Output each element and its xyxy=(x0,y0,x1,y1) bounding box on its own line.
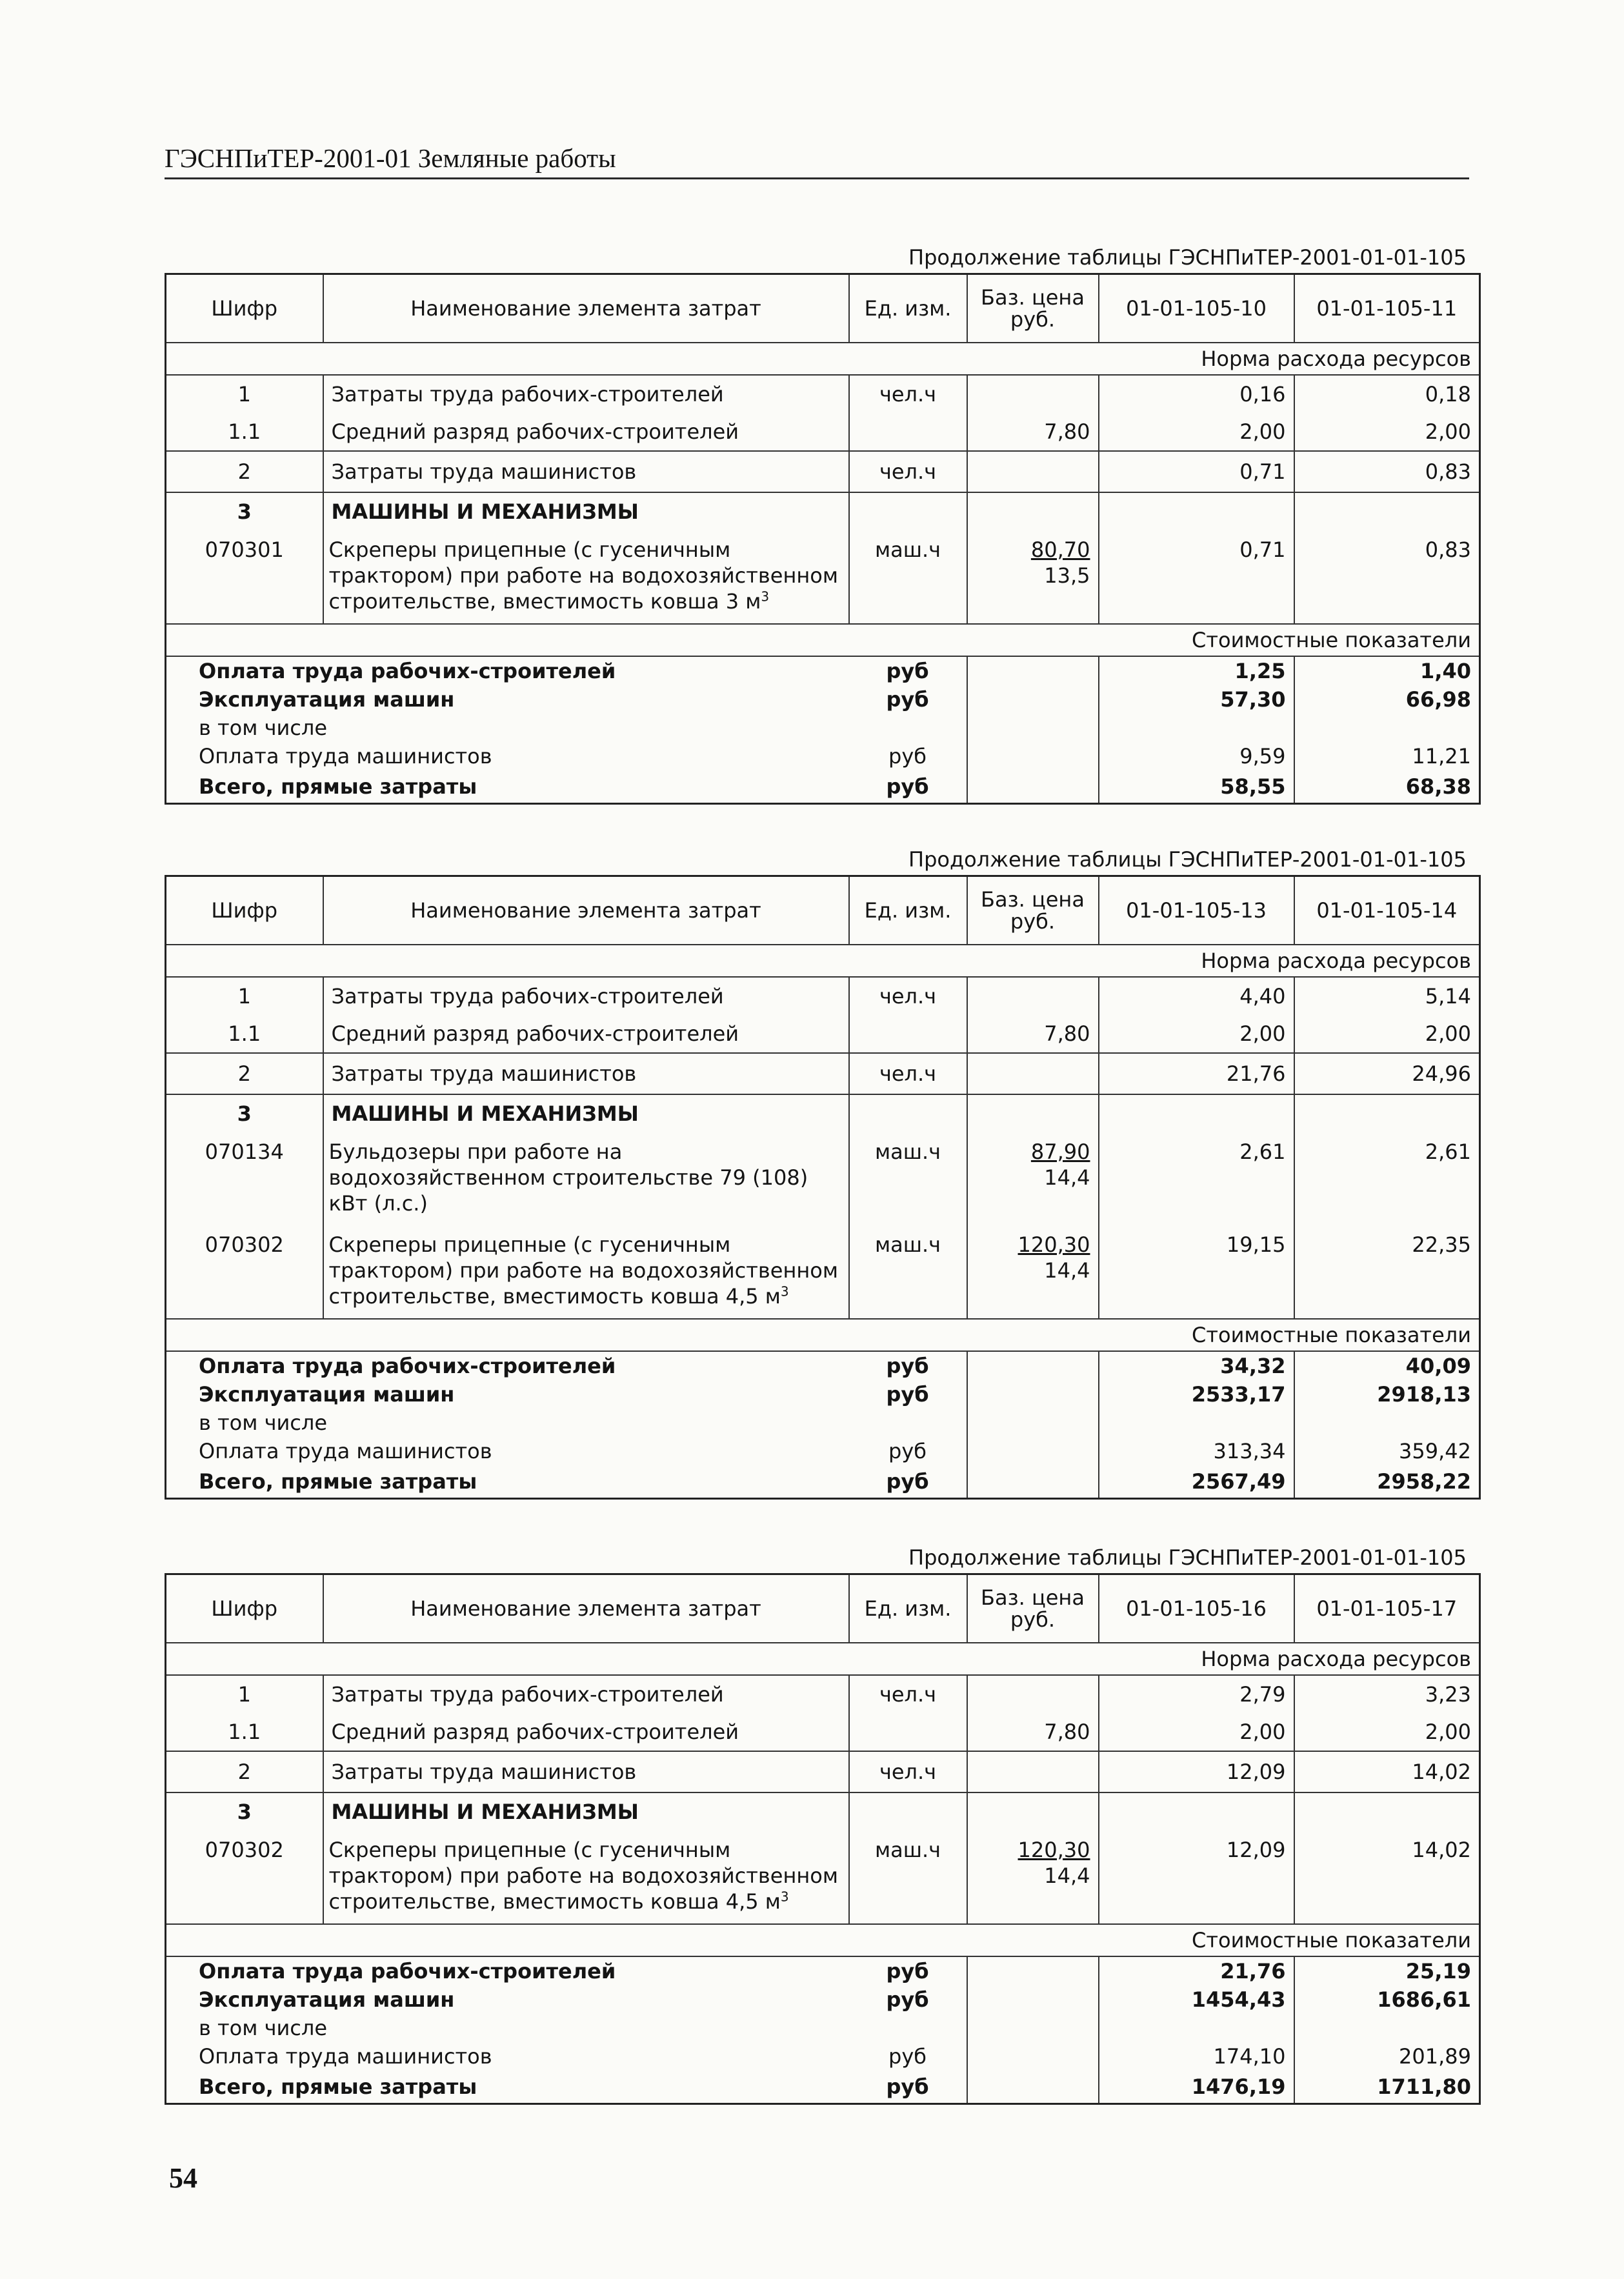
norm-banner-row xyxy=(166,343,1480,375)
summary-value-2 xyxy=(1294,1409,1480,1437)
table-caption: Продолжение таблицы ГЭСНПиТЕР-2001-01-01-105 xyxy=(908,1545,1467,1570)
row-value-1: 2,00 xyxy=(1099,413,1294,451)
summary-row xyxy=(166,2071,1480,2104)
summary-price xyxy=(967,1437,1099,1465)
summary-value-1: 2533,17 xyxy=(1099,1380,1294,1409)
row-unit xyxy=(849,413,967,451)
summary-row xyxy=(166,742,1480,770)
row-value-1: 12,09 xyxy=(1099,1751,1294,1792)
machine-price-sub: 14,4 xyxy=(1044,1258,1090,1283)
norm-banner: Норма расхода ресурсов xyxy=(166,1643,1480,1675)
row-name: Затраты труда рабочих-строителей xyxy=(323,375,849,413)
row-value-1: 4,40 xyxy=(1099,977,1294,1015)
machine-row xyxy=(166,530,1480,624)
summary-row xyxy=(166,656,1480,685)
summary-value-2: 66,98 xyxy=(1405,687,1471,712)
row-name: МАШИНЫ И МЕХАНИЗМЫ xyxy=(323,492,849,530)
header-price-line1: Баз. цена xyxy=(981,887,1085,912)
summary-price xyxy=(967,685,1099,714)
table-row xyxy=(166,1675,1480,1713)
table-row xyxy=(166,1792,1480,1831)
machine-price-main: 120,30 xyxy=(1018,1838,1090,1862)
summary-unit: руб xyxy=(849,1985,967,2014)
cost-banner: Стоимостные показатели xyxy=(166,1924,1480,1956)
machine-code: 070302 xyxy=(166,1225,323,1319)
row-name: Средний разряд рабочих-строителей xyxy=(323,1015,849,1053)
summary-value-2 xyxy=(1294,2014,1480,2042)
row-name: Затраты труда машинистов xyxy=(323,1053,849,1094)
row-code: 3 xyxy=(166,1792,323,1831)
row-name: Затраты труда рабочих-строителей xyxy=(323,1675,849,1713)
row-code: 1.1 xyxy=(166,1015,323,1053)
summary-name: в том числе xyxy=(199,1411,327,1435)
summary-price xyxy=(967,1409,1099,1437)
row-name: Средний разряд рабочих-строителей xyxy=(323,413,849,451)
summary-value-1: 1454,43 xyxy=(1099,1985,1294,2014)
summary-unit xyxy=(849,2014,967,2042)
machine-row xyxy=(166,1225,1480,1319)
row-value-1 xyxy=(1099,1792,1294,1831)
resource-table xyxy=(165,273,1481,805)
resource-table xyxy=(165,1573,1481,2105)
summary-value-1: 21,76 xyxy=(1099,1956,1294,1985)
summary-row xyxy=(166,1465,1480,1499)
header-price-line1: Баз. цена xyxy=(981,285,1085,310)
row-value-2: 5,14 xyxy=(1425,984,1471,1009)
resource-table-block xyxy=(165,844,1469,1500)
table-row xyxy=(166,1094,1480,1132)
header-unit: Ед. изм. xyxy=(849,876,967,945)
summary-name: Оплата труда машинистов xyxy=(199,1439,492,1463)
cost-banner: Стоимостные показатели xyxy=(166,624,1480,656)
row-price xyxy=(967,375,1099,413)
page-header xyxy=(165,139,1469,179)
machine-price-main: 120,30 xyxy=(1018,1232,1090,1257)
table-caption: Продолжение таблицы ГЭСНПиТЕР-2001-01-01-105 xyxy=(908,245,1467,270)
machine-unit: маш.ч xyxy=(849,530,967,624)
row-value-1: 0,16 xyxy=(1099,375,1294,413)
page-header-title: ГЭСНПиТЕР-2001-01 Земляные работы xyxy=(165,143,616,173)
summary-price xyxy=(967,1465,1099,1499)
header-col2: 01-01-105-14 xyxy=(1294,876,1480,945)
machine-price xyxy=(967,530,1099,624)
summary-value-1: 1,25 xyxy=(1099,656,1294,685)
summary-row xyxy=(166,1409,1480,1437)
row-name: МАШИНЫ И МЕХАНИЗМЫ xyxy=(323,1094,849,1132)
table-row xyxy=(166,451,1480,492)
summary-price xyxy=(967,2071,1099,2104)
summary-value-2 xyxy=(1294,714,1480,742)
table-header-row xyxy=(166,274,1480,343)
cost-banner-row xyxy=(166,624,1480,656)
summary-unit: руб xyxy=(849,1465,967,1499)
row-unit xyxy=(849,1094,967,1132)
header-price-line2: руб. xyxy=(1010,1607,1056,1632)
row-price xyxy=(967,451,1099,492)
row-price xyxy=(967,1675,1099,1713)
row-price xyxy=(967,1053,1099,1094)
row-value-2: 2,00 xyxy=(1425,1021,1471,1046)
summary-value-1: 313,34 xyxy=(1099,1437,1294,1465)
header-code: Шифр xyxy=(166,1574,323,1643)
summary-value-2: 1686,61 xyxy=(1377,1987,1471,2012)
row-price: 7,80 xyxy=(967,413,1099,451)
row-price xyxy=(967,1792,1099,1831)
summary-value-1: 174,10 xyxy=(1099,2042,1294,2071)
row-code: 3 xyxy=(166,1094,323,1132)
header-col2: 01-01-105-17 xyxy=(1294,1574,1480,1643)
row-code: 2 xyxy=(166,451,323,492)
summary-unit: руб xyxy=(849,685,967,714)
summary-row xyxy=(166,2014,1480,2042)
row-name: Затраты труда машинистов xyxy=(323,1751,849,1792)
table-row xyxy=(166,375,1480,413)
row-code: 1.1 xyxy=(166,1713,323,1751)
summary-name: Оплата труда машинистов xyxy=(199,2044,492,2069)
row-code: 1.1 xyxy=(166,413,323,451)
summary-value-2: 359,42 xyxy=(1399,1439,1471,1463)
row-value-2 xyxy=(1294,1792,1480,1831)
table-row xyxy=(166,1751,1480,1792)
summary-price xyxy=(967,1985,1099,2014)
row-value-2: 0,18 xyxy=(1425,382,1471,407)
summary-price xyxy=(967,1351,1099,1380)
norm-banner-row xyxy=(166,945,1480,977)
machine-unit: маш.ч xyxy=(849,1132,967,1225)
row-price: 7,80 xyxy=(967,1713,1099,1751)
summary-unit: руб xyxy=(849,1351,967,1380)
summary-value-1: 58,55 xyxy=(1099,770,1294,804)
summary-name: Всего, прямые затраты xyxy=(199,774,477,799)
row-code: 1 xyxy=(166,1675,323,1713)
row-price xyxy=(967,1751,1099,1792)
summary-value-2: 1,40 xyxy=(1420,659,1471,683)
row-code: 2 xyxy=(166,1053,323,1094)
summary-unit: руб xyxy=(849,742,967,770)
summary-value-1: 57,30 xyxy=(1099,685,1294,714)
machine-name-superscript: 3 xyxy=(761,588,770,605)
summary-row xyxy=(166,685,1480,714)
summary-name: Оплата труда рабочих-строителей xyxy=(199,1959,616,1983)
table-header-row xyxy=(166,1574,1480,1643)
header-price xyxy=(967,274,1099,343)
summary-name: Всего, прямые затраты xyxy=(199,2074,477,2099)
machine-price-main: 87,90 xyxy=(1030,1140,1090,1164)
row-code: 1 xyxy=(166,977,323,1015)
row-value-2: 2,00 xyxy=(1425,419,1471,444)
summary-row xyxy=(166,1380,1480,1409)
summary-name: в том числе xyxy=(199,2016,327,2040)
machine-price xyxy=(967,1831,1099,1924)
summary-price xyxy=(967,1380,1099,1409)
row-value-1: 2,00 xyxy=(1099,1713,1294,1751)
machine-price-sub: 13,5 xyxy=(1044,563,1090,588)
header-unit: Ед. изм. xyxy=(849,1574,967,1643)
machine-value-2: 2,61 xyxy=(1425,1140,1471,1164)
header-price-line2: руб. xyxy=(1010,307,1056,332)
table-header-row xyxy=(166,876,1480,945)
cost-banner: Стоимостные показатели xyxy=(166,1319,1480,1351)
row-value-1: 0,71 xyxy=(1099,451,1294,492)
row-name: Затраты труда машинистов xyxy=(323,451,849,492)
summary-value-2: 25,19 xyxy=(1405,1959,1471,1983)
machine-row xyxy=(166,1132,1480,1225)
summary-price xyxy=(967,742,1099,770)
machine-price-main: 80,70 xyxy=(1030,537,1090,562)
row-value-1: 2,00 xyxy=(1099,1015,1294,1053)
summary-value-1 xyxy=(1099,2014,1294,2042)
machine-code: 070301 xyxy=(166,530,323,624)
machine-name xyxy=(323,530,849,624)
table-row xyxy=(166,1015,1480,1053)
summary-value-1: 1476,19 xyxy=(1099,2071,1294,2104)
row-unit: чел.ч xyxy=(849,977,967,1015)
row-code: 2 xyxy=(166,1751,323,1792)
machine-unit: маш.ч xyxy=(849,1225,967,1319)
machine-value-1: 12,09 xyxy=(1099,1831,1294,1924)
summary-unit xyxy=(849,714,967,742)
summary-value-2: 2958,22 xyxy=(1377,1469,1471,1494)
table-row xyxy=(166,1713,1480,1751)
header-name: Наименование элемента затрат xyxy=(323,876,849,945)
summary-value-2: 2918,13 xyxy=(1377,1382,1471,1407)
row-unit xyxy=(849,1015,967,1053)
summary-price xyxy=(967,1956,1099,1985)
machine-code: 070302 xyxy=(166,1831,323,1924)
summary-row xyxy=(166,2042,1480,2071)
row-unit: чел.ч xyxy=(849,1053,967,1094)
summary-price xyxy=(967,770,1099,804)
summary-price xyxy=(967,656,1099,685)
machine-value-1: 2,61 xyxy=(1099,1132,1294,1225)
machine-code: 070134 xyxy=(166,1132,323,1225)
summary-row xyxy=(166,1956,1480,1985)
summary-name: в том числе xyxy=(199,716,327,740)
norm-banner: Норма расхода ресурсов xyxy=(166,343,1480,375)
row-unit: чел.ч xyxy=(849,451,967,492)
machine-value-2: 0,83 xyxy=(1425,537,1471,562)
resource-table-block xyxy=(165,242,1469,805)
row-value-1: 21,76 xyxy=(1099,1053,1294,1094)
machine-name xyxy=(323,1132,849,1225)
summary-name: Всего, прямые затраты xyxy=(199,1469,477,1494)
summary-value-2: 68,38 xyxy=(1405,774,1471,799)
summary-row xyxy=(166,1351,1480,1380)
machine-name-text: Скреперы прицепные (с гусеничным трактором) при работе на водохозяйственном строительстве, вместимость ковша 4,5 м xyxy=(328,1232,838,1309)
row-value-2: 24,96 xyxy=(1294,1053,1480,1094)
machine-price-sub: 14,4 xyxy=(1044,1165,1090,1190)
summary-unit: руб xyxy=(849,656,967,685)
machine-value-2: 22,35 xyxy=(1412,1232,1471,1257)
machine-price-sub: 14,4 xyxy=(1044,1863,1090,1888)
header-col2: 01-01-105-11 xyxy=(1294,274,1480,343)
machine-name-text: Скреперы прицепные (с гусеничным трактором) при работе на водохозяйственном строительстве, вместимость ковша 4,5 м xyxy=(328,1838,838,1914)
table-row xyxy=(166,492,1480,530)
summary-value-2: 11,21 xyxy=(1412,744,1471,768)
summary-row xyxy=(166,714,1480,742)
machine-price xyxy=(967,1225,1099,1319)
row-value-2: 2,00 xyxy=(1425,1720,1471,1744)
row-price xyxy=(967,1094,1099,1132)
norm-banner-row xyxy=(166,1643,1480,1675)
cost-banner-row xyxy=(166,1924,1480,1956)
row-value-1: 2,79 xyxy=(1099,1675,1294,1713)
machine-row xyxy=(166,1831,1480,1924)
summary-value-1: 34,32 xyxy=(1099,1351,1294,1380)
header-col1: 01-01-105-10 xyxy=(1099,274,1294,343)
row-price xyxy=(967,977,1099,1015)
machine-name-text: Скреперы прицепные (с гусеничным трактором) при работе на водохозяйственном строительстве, вместимость ковша 3 м xyxy=(328,537,838,614)
row-code: 1 xyxy=(166,375,323,413)
row-value-1 xyxy=(1099,1094,1294,1132)
summary-price xyxy=(967,714,1099,742)
machine-value-2: 14,02 xyxy=(1412,1838,1471,1862)
row-unit: чел.ч xyxy=(849,375,967,413)
summary-value-2: 1711,80 xyxy=(1377,2074,1471,2099)
summary-name: Эксплуатация машин xyxy=(199,1987,455,2012)
summary-unit: руб xyxy=(849,2071,967,2104)
row-value-2 xyxy=(1294,492,1480,530)
header-price xyxy=(967,1574,1099,1643)
page-number: 54 xyxy=(169,2162,197,2194)
table-row xyxy=(166,413,1480,451)
row-unit: чел.ч xyxy=(849,1751,967,1792)
header-col1: 01-01-105-13 xyxy=(1099,876,1294,945)
summary-unit: руб xyxy=(849,2042,967,2071)
machine-name xyxy=(323,1225,849,1319)
row-unit: чел.ч xyxy=(849,1675,967,1713)
summary-row xyxy=(166,1437,1480,1465)
row-value-2 xyxy=(1294,1094,1480,1132)
header-price-line2: руб. xyxy=(1010,909,1056,934)
header-code: Шифр xyxy=(166,876,323,945)
summary-unit: руб xyxy=(849,1437,967,1465)
summary-unit: руб xyxy=(849,770,967,804)
row-price xyxy=(967,492,1099,530)
cost-banner-row xyxy=(166,1319,1480,1351)
row-value-2: 0,83 xyxy=(1294,451,1480,492)
summary-name: Эксплуатация машин xyxy=(199,687,455,712)
summary-value-1: 2567,49 xyxy=(1099,1465,1294,1499)
row-value-2: 14,02 xyxy=(1294,1751,1480,1792)
header-name: Наименование элемента затрат xyxy=(323,1574,849,1643)
summary-value-2: 40,09 xyxy=(1405,1354,1471,1378)
machine-value-1: 19,15 xyxy=(1099,1225,1294,1319)
table-caption: Продолжение таблицы ГЭСНПиТЕР-2001-01-01-105 xyxy=(908,847,1467,872)
summary-row xyxy=(166,1985,1480,2014)
summary-value-2: 201,89 xyxy=(1399,2044,1471,2069)
header-code: Шифр xyxy=(166,274,323,343)
machine-value-1: 0,71 xyxy=(1099,530,1294,624)
summary-name: Оплата труда рабочих-строителей xyxy=(199,659,616,683)
summary-price xyxy=(967,2014,1099,2042)
summary-unit xyxy=(849,1409,967,1437)
summary-name: Оплата труда рабочих-строителей xyxy=(199,1354,616,1378)
summary-price xyxy=(967,2042,1099,2071)
header-col1: 01-01-105-16 xyxy=(1099,1574,1294,1643)
summary-name: Эксплуатация машин xyxy=(199,1382,455,1407)
row-value-2: 3,23 xyxy=(1425,1682,1471,1707)
summary-unit: руб xyxy=(849,1380,967,1409)
machine-name-superscript: 3 xyxy=(780,1889,789,1905)
row-name: Затраты труда рабочих-строителей xyxy=(323,977,849,1015)
resource-table-block xyxy=(165,1542,1469,2105)
header-price xyxy=(967,876,1099,945)
row-unit xyxy=(849,492,967,530)
machine-name xyxy=(323,1831,849,1924)
summary-value-1 xyxy=(1099,1409,1294,1437)
resource-table xyxy=(165,875,1481,1500)
summary-name: Оплата труда машинистов xyxy=(199,744,492,768)
row-code: 3 xyxy=(166,492,323,530)
header-price-line1: Баз. цена xyxy=(981,1585,1085,1610)
row-unit xyxy=(849,1713,967,1751)
summary-value-1 xyxy=(1099,714,1294,742)
row-value-1 xyxy=(1099,492,1294,530)
table-row xyxy=(166,1053,1480,1094)
summary-value-1: 9,59 xyxy=(1099,742,1294,770)
summary-row xyxy=(166,770,1480,804)
row-unit xyxy=(849,1792,967,1831)
machine-name-text: Бульдозеры при работе на водохозяйственном строительстве 79 (108) кВт (л.с.) xyxy=(328,1140,808,1216)
row-price: 7,80 xyxy=(967,1015,1099,1053)
machine-unit: маш.ч xyxy=(849,1831,967,1924)
header-name: Наименование элемента затрат xyxy=(323,274,849,343)
row-name: МАШИНЫ И МЕХАНИЗМЫ xyxy=(323,1792,849,1831)
table-row xyxy=(166,977,1480,1015)
machine-price xyxy=(967,1132,1099,1225)
row-name: Средний разряд рабочих-строителей xyxy=(323,1713,849,1751)
norm-banner: Норма расхода ресурсов xyxy=(166,945,1480,977)
summary-unit: руб xyxy=(849,1956,967,1985)
machine-name-superscript: 3 xyxy=(780,1283,789,1300)
header-unit: Ед. изм. xyxy=(849,274,967,343)
